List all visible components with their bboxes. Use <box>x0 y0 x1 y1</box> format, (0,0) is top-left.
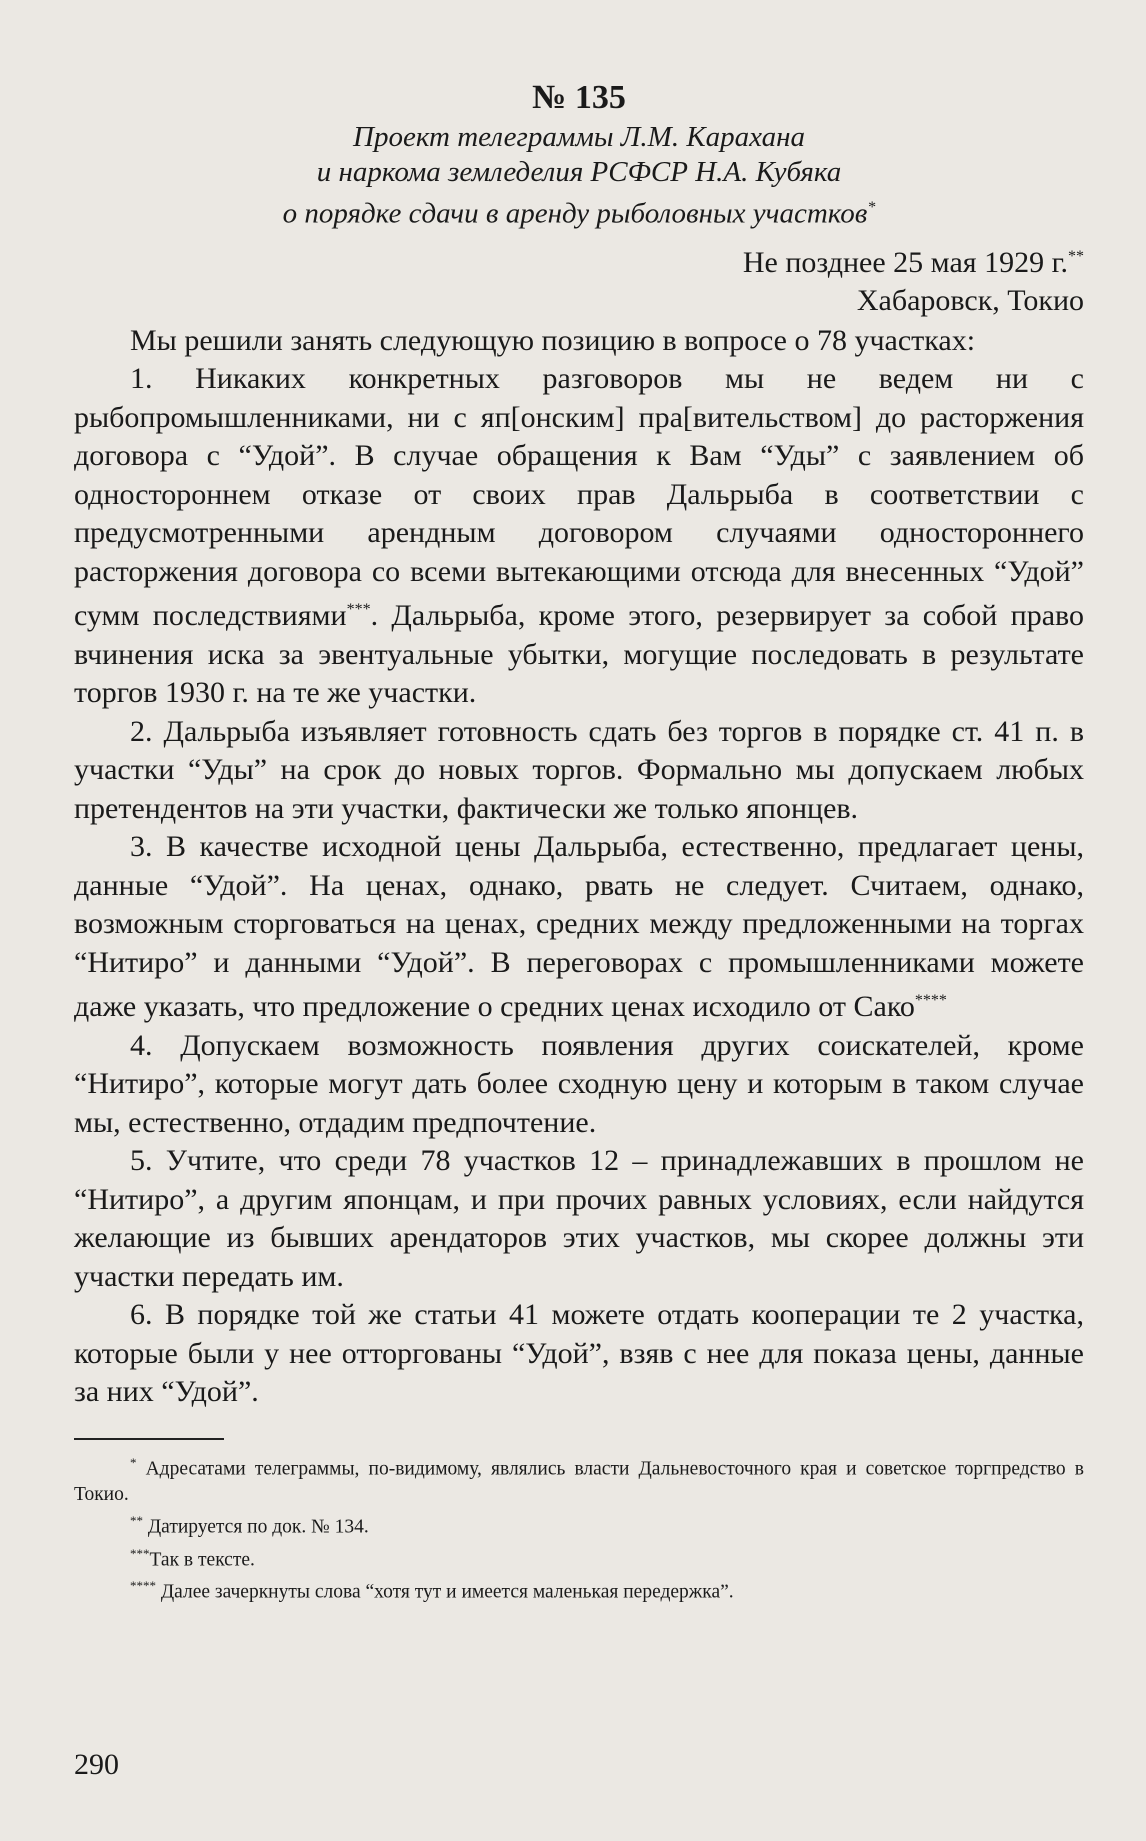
paragraph-3-main: 3. В качестве исходной цены Дальрыба, естественно, предлагает цены, данные “Удой”. На ценах, однако, рвать не следует. Считаем, однако, возможным сторговаться на ценах, средних между предложенными на торгах “Нитиро” и данными “Удой”. В переговорах с промышленниками можете даже указать, что предложение о средних ценах исходило от Сако <box>74 830 1084 1024</box>
paragraph-1 <box>74 360 1084 713</box>
footnote-4 <box>74 1573 1084 1606</box>
paragraph-1-main: 1. Никаких конкретных разговоров мы не ведем ни с рыбопромышленниками, ни с яп[онским] пра[вительством] до расторжения договора с “Удой”. В случае обращения к Вам “Уды” с заявлением об одностороннем отказе от своих прав Дальрыба в соответствии с предусмотренными арендным договором случаями одностороннего расторжения договора со всеми вытекающими отсюда для внесенных “Удой” сумм последствиями <box>74 362 1084 633</box>
footnote-4-mark: **** <box>130 1578 156 1594</box>
paragraph-1-footnote-mark: *** <box>346 601 371 619</box>
paragraph-1-tail: . Дальрыба, кроме этого, резервирует за собой право вчинения иска за эвентуальные убытки, могущие последовать в результате торгов 1930 г. на те же участки. <box>74 599 1085 710</box>
paragraph-3-footnote-mark: **** <box>914 992 947 1010</box>
title-line-3: о порядке сдачи в аренду рыболовных участков <box>282 197 868 230</box>
footnote-4-text: Далее зачеркнуты слова “хотя тут и имеется маленькая передержка”. <box>156 1581 734 1603</box>
page-number: 290 <box>74 1748 119 1781</box>
document-title <box>74 120 1084 232</box>
paragraph-5: 5. Учтите, что среди 78 участков 12 – принадлежавших в прошлом не “Нитиро”, а другим японцам, и при прочих равных условиях, если найдутся желающие из бывших арендаторов этих участков, мы скорее должны эти участки передать им. <box>74 1144 1084 1293</box>
paragraph-3 <box>74 828 1084 1027</box>
footnote-3 <box>74 1541 1084 1574</box>
footnote-1-mark: * <box>130 1454 137 1470</box>
paragraph-6: 6. В порядке той же статьи 41 можете отдать кооперации те 2 участка, которые были у нее отторгованы “Удой”, взяв с нее для показа цены, данные за них “Удой”. <box>74 1298 1084 1409</box>
document-date <box>74 238 1084 282</box>
paragraph-4: 4. Допускаем возможность появления других соискателей, кроме “Нитиро”, которые могут дать более сходную цену и которым в таком случае мы, естественно, отдадим предпочтение. <box>74 1028 1084 1139</box>
footnote-divider <box>74 1438 224 1440</box>
footnote-1-text: Адресатами телеграммы, по-видимому, являлись власти Дальневосточного края и советское торгпредство в Токио. <box>74 1458 1084 1506</box>
title-footnote-mark: * <box>867 199 876 216</box>
document-number: № 135 <box>532 79 626 116</box>
footnote-1 <box>74 1450 1084 1509</box>
title-line-2: и наркома земледелия РСФСР Н.А. Кубяка <box>316 156 842 188</box>
intro-paragraph: Мы решили занять следующую позицию в вопросе о 78 участках: <box>130 323 976 357</box>
footnote-2-text: Датируется по док. № 134. <box>143 1516 369 1538</box>
date-footnote-mark: ** <box>1068 247 1084 265</box>
date-text: Не позднее 25 мая 1929 г. <box>742 245 1068 279</box>
footnote-3-text: Так в тексте. <box>149 1549 255 1571</box>
footnote-3-mark: *** <box>130 1545 150 1561</box>
paragraph-2: 2. Дальрыба изъявляет готовность сдать без торгов в порядке ст. 41 п. в участки “Уды” на срок до новых торгов. Формально мы допускаем любых претендентов на эти участки, фактически же только японцев. <box>74 714 1084 825</box>
document-place: Хабаровск, Токио <box>856 283 1084 317</box>
footnote-2-mark: ** <box>130 1513 143 1529</box>
title-line-1: Проект телеграммы Л.М. Карахана <box>353 121 805 153</box>
footnotes <box>74 1450 1084 1606</box>
document-body <box>74 322 1084 1412</box>
footnote-2 <box>74 1508 1084 1541</box>
